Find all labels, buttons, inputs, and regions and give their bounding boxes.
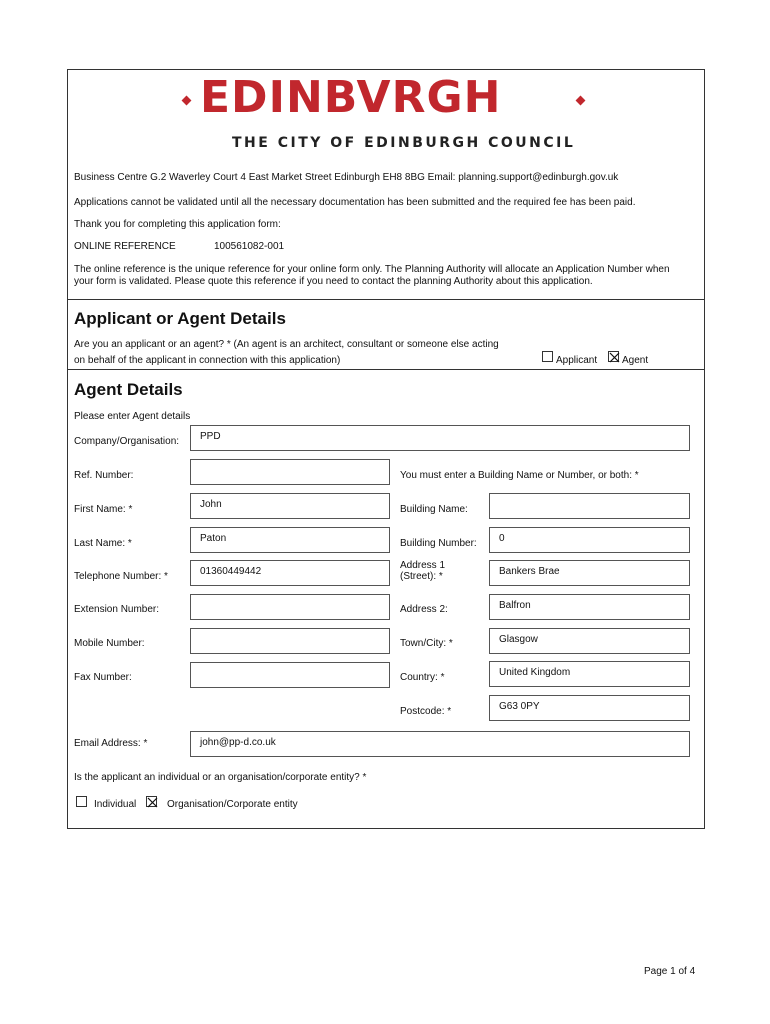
building-number-value: 0 (499, 533, 505, 544)
country-field[interactable] (489, 661, 690, 687)
last-name-field[interactable] (190, 527, 390, 553)
address1-label-line-1: Address 1 (400, 560, 446, 571)
online-reference-value: 100561082-001 (214, 241, 285, 252)
last-name-value: Paton (200, 533, 227, 544)
postcode-field[interactable] (489, 695, 690, 721)
building-number-label: Building Number: (400, 538, 477, 549)
validation-note: Applications cannot be validated until all the necessary documentation has been submitted and the required fee has been paid. (74, 197, 636, 208)
telephone-field[interactable] (190, 560, 390, 586)
agent-option-label: Agent (622, 355, 649, 366)
first-name-value: John (200, 499, 222, 510)
town-field[interactable] (489, 628, 690, 654)
ref-number-field[interactable] (190, 459, 390, 485)
organisation-checkbox[interactable] (146, 796, 157, 807)
email-value: john@pp-d.co.uk (200, 737, 276, 748)
extension-label: Extension Number: (74, 604, 160, 615)
country-label: Country: * (400, 672, 445, 683)
applicant-section-title: Applicant or Agent Details (74, 309, 286, 328)
telephone-label: Telephone Number: * (74, 571, 168, 582)
mobile-label: Mobile Number: (74, 638, 145, 649)
applicant-option-label: Applicant (556, 355, 598, 366)
checked-x-icon (147, 797, 158, 808)
online-reference-label: ONLINE REFERENCE (74, 241, 176, 252)
building-name-field[interactable] (489, 493, 690, 519)
fax-field[interactable] (190, 662, 390, 688)
address-line: Business Centre G.2 Waverley Court 4 East Market Street Edinburgh EH8 8BG Email: planning.support@edinburgh.gov.uk (74, 172, 619, 183)
telephone-value: 01360449442 (200, 566, 262, 577)
first-name-label: First Name: * (74, 504, 133, 515)
logo-wordmark: EDINBVRGH (200, 72, 502, 123)
country-value: United Kingdom (499, 667, 571, 678)
address2-field[interactable] (489, 594, 690, 620)
checked-x-icon (609, 352, 620, 363)
entity-question: Is the applicant an individual or an organisation/corporate entity? * (74, 772, 367, 783)
postcode-label: Postcode: * (400, 706, 452, 717)
company-field[interactable] (190, 425, 690, 451)
email-field[interactable] (190, 731, 690, 757)
last-name-label: Last Name: * (74, 538, 132, 549)
individual-checkbox[interactable] (76, 796, 87, 807)
agent-intro: Please enter Agent details (74, 411, 191, 422)
thank-you-text: Thank you for completing this application form: (74, 219, 281, 230)
building-name-label: Building Name: (400, 504, 468, 515)
ref-number-label: Ref. Number: (74, 470, 134, 481)
address2-value: Balfron (499, 600, 531, 611)
applicant-question-line-1: Are you an applicant or an agent? * (An agent is an architect, consultant or someone else acting (74, 339, 499, 350)
town-value: Glasgow (499, 634, 538, 645)
reference-note-line-1: The online reference is the unique reference for your online form only. The Planning Authority will allocate an Application Number when (74, 264, 670, 275)
agent-section-title: Agent Details (74, 380, 183, 399)
section-divider-2 (67, 369, 704, 370)
extension-field[interactable] (190, 594, 390, 620)
individual-option-label: Individual (94, 799, 137, 810)
address1-label-line-2: (Street): * (400, 571, 443, 582)
address1-field[interactable] (489, 560, 690, 586)
postcode-value: G63 0PY (499, 701, 540, 712)
applicant-checkbox[interactable] (542, 351, 553, 362)
organisation-option-label: Organisation/Corporate entity (167, 799, 298, 810)
reference-note-line-2: your form is validated. Please quote this reference if you need to contact the planning Authority about this application. (74, 276, 593, 287)
building-number-field[interactable] (489, 527, 690, 553)
address2-label: Address 2: (400, 604, 448, 615)
building-requirement-note: You must enter a Building Name or Number, or both: * (400, 470, 639, 481)
town-label: Town/City: * (400, 638, 453, 649)
company-label: Company/Organisation: (74, 436, 180, 447)
email-label: Email Address: * (74, 738, 148, 749)
council-name: THE CITY OF EDINBURGH COUNCIL (232, 135, 576, 151)
section-divider-1 (67, 299, 704, 300)
company-value: PPD (200, 431, 221, 442)
page-number: Page 1 of 4 (644, 966, 696, 977)
applicant-question-line-2: on behalf of the applicant in connection with this application) (74, 355, 341, 366)
first-name-field[interactable] (190, 493, 390, 519)
address1-value: Bankers Brae (499, 566, 560, 577)
agent-checkbox[interactable] (608, 351, 619, 362)
fax-label: Fax Number: (74, 672, 132, 683)
mobile-field[interactable] (190, 628, 390, 654)
